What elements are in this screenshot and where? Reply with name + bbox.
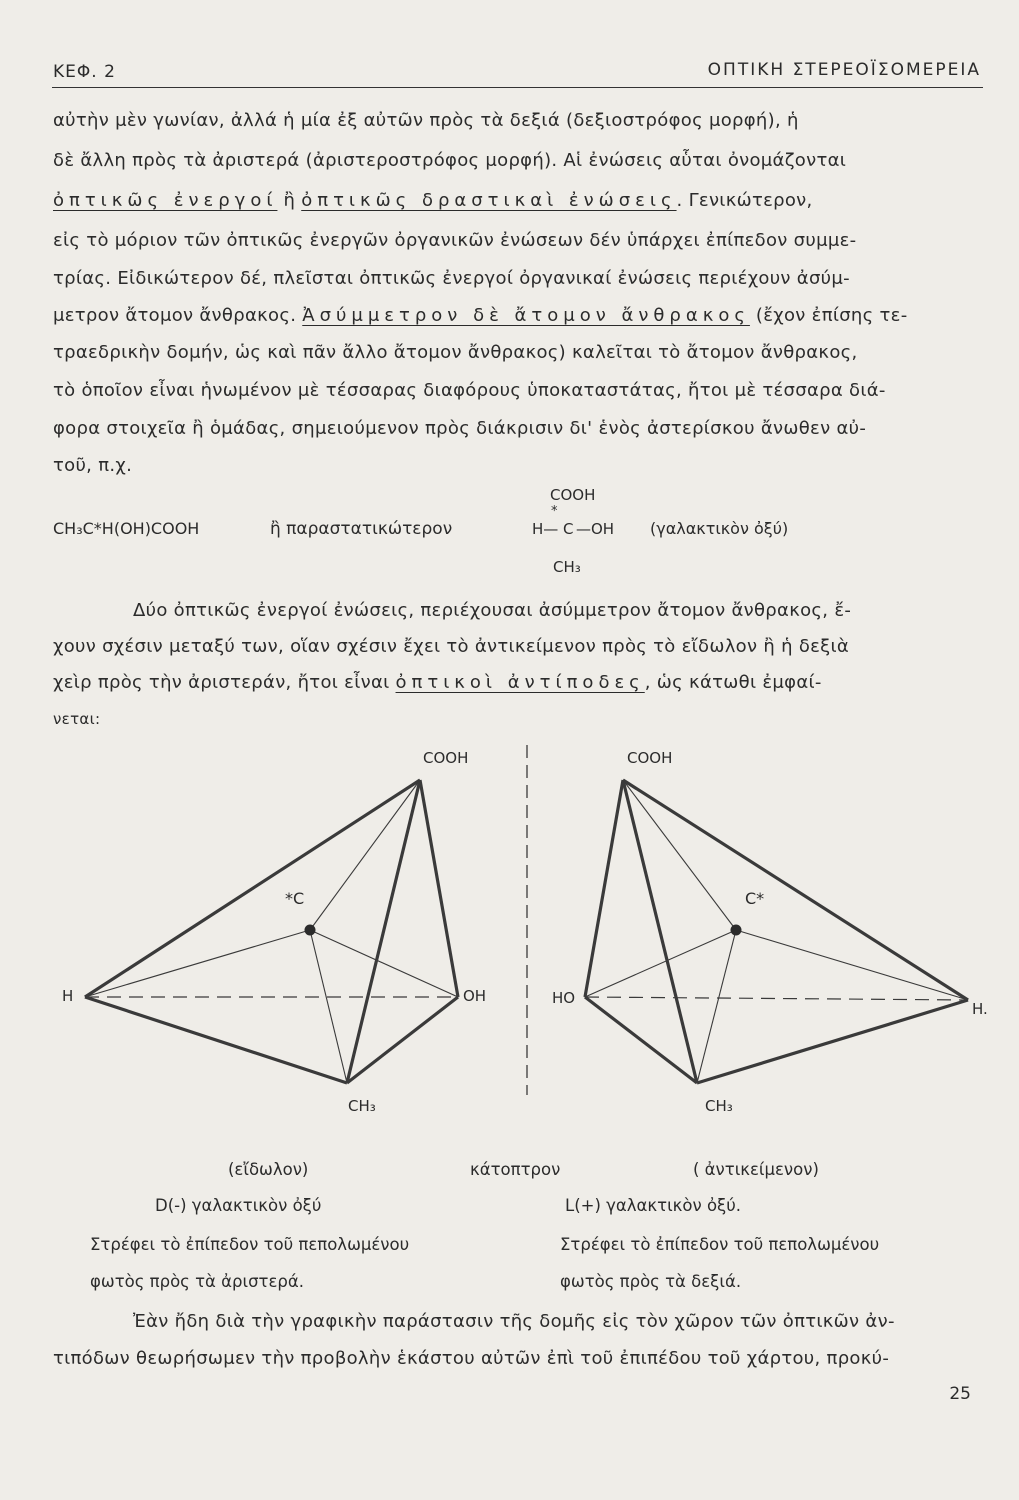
left-center-label: *C xyxy=(285,889,305,908)
text-line: τιπόδων θεωρήσωμεν τὴν προβολὴν ἑκάστου αὐτῶν ἐπὶ τοῦ ἐπιπέδου τοῦ χάρτου, προκύ- xyxy=(53,1348,890,1369)
left-description: φωτὸς πρὸς τὰ ἀριστερά. xyxy=(90,1272,304,1291)
left-h-label: H xyxy=(62,987,74,1005)
right-caption: ( ἀντικείμενον) xyxy=(693,1160,819,1179)
chapter-label: ΚΕΦ. 2 xyxy=(53,62,116,82)
page-number: 25 xyxy=(949,1384,971,1404)
term-optically-reactive: ὀπτικῶς δραστικαὶ ἐνώσεις xyxy=(301,190,677,211)
formula-left-group: H— xyxy=(532,520,559,538)
asterisk-mark: * xyxy=(551,504,558,519)
text-fragment: χεὶρ πρὸς τὴν ἀριστεράν, ἤτοι εἶναι xyxy=(53,672,396,693)
text-line: χουν σχέσιν μεταξύ των, οἵαν σχέσιν ἔχει τὸ ἀντικείμενον πρὸς τὸ εἴδωλον ἢ ἡ δεξιὰ xyxy=(53,636,850,657)
right-center-label: C* xyxy=(745,889,765,908)
text-line: φορα στοιχεῖα ἢ ὁμάδας, σημειούμενον πρὸς διάκρισιν δι' ἑνὸς ἀστερίσκου ἄνωθεν αὐ- xyxy=(53,418,867,439)
right-h-label: H. xyxy=(972,1000,988,1018)
text-fragment: ἢ xyxy=(277,190,302,211)
left-description: Στρέφει τὸ ἐπίπεδον τοῦ πεπολωμένου xyxy=(90,1235,410,1254)
term-asymmetric-carbon: Ἀσύμμετρον δὲ ἄτομον ἄνθρακος xyxy=(302,305,750,326)
right-ho-label: HO xyxy=(552,989,576,1007)
page-title: ΟΠΤΙΚΗ ΣΤΕΡΕΟΪΣΟΜΕΡΕΙΑ xyxy=(707,60,981,80)
text-fragment: (ἔχον ἐπίσης τε- xyxy=(749,305,908,326)
right-description: φωτὸς πρὸς τὰ δεξιά. xyxy=(560,1272,742,1291)
term-optical-antipodes: ὀπτικοὶ ἀντίποδες xyxy=(395,672,645,693)
left-ch3-label: CH₃ xyxy=(348,1097,376,1115)
formula-top-group: COOH xyxy=(550,486,596,504)
left-top-label: COOH xyxy=(423,749,469,767)
formula-bottom-group: CH₃ xyxy=(553,558,581,576)
text-line: αὐτὴν μὲν γωνίαν, ἀλλά ἡ μία ἐξ αὐτῶν πρὸς τὰ δεξιά (δεξιοστρόφος μορφή), ἡ xyxy=(53,110,799,131)
left-oh-label: OH xyxy=(463,987,487,1005)
formula-center-atom: C xyxy=(563,520,574,538)
right-compound-name: L(+) γαλακτικὸν ὀξύ. xyxy=(565,1196,742,1215)
text-line: νεται: xyxy=(53,710,101,728)
left-tetrahedron xyxy=(85,780,458,1083)
text-line: εἰς τὸ μόριον τῶν ὀπτικῶς ἐνεργῶν ὀργανικῶν ἐνώσεων δέν ὑπάρχει ἐπίπεδον συμμε- xyxy=(53,230,857,251)
text-line: Ἐὰν ἤδη διὰ τὴν γραφικὴν παράστασιν τῆς δομῆς εἰς τὸν χῶρον τῶν ὀπτικῶν ἀν- xyxy=(133,1311,895,1332)
formula-connector: ἢ παραστατικώτερον xyxy=(270,519,453,539)
right-top-label: COOH xyxy=(627,749,673,767)
left-caption: (εἴδωλον) xyxy=(228,1160,309,1179)
text-fragment: . Γενικώτερον, xyxy=(676,190,813,211)
text-line: Δύο ὀπτικῶς ἐνεργοί ἐνώσεις, περιέχουσαι ἀσύμμετρον ἄτομον ἄνθρακος, ἔ- xyxy=(133,600,852,621)
text-fragment: μετρον ἄτομον ἄνθρακος. xyxy=(53,305,303,326)
text-line: τοῦ, π.χ. xyxy=(53,455,133,476)
compound-name: (γαλακτικὸν ὀξύ) xyxy=(650,519,789,538)
text-line: τὸ ὁποῖον εἶναι ἡνωμένον μὲ τέσσαρας διαφόρους ὑποκαταστάτας, ἤτοι μὲ τέσσαρα διά- xyxy=(53,380,886,401)
text-line: δὲ ἄλλη πρὸς τὰ ἀριστερά (ἀριστεροστρόφος μορφή). Αἱ ἐνώσεις αὗται ὀνομάζονται xyxy=(53,150,847,171)
text-line: τραεδρικὴν δομήν, ὡς καὶ πᾶν ἄλλο ἄτομον ἄνθρακος) καλεῖται τὸ ἄτομον ἄνθρακος, xyxy=(53,342,858,363)
formula-right-group: —OH xyxy=(576,520,615,538)
text-line: τρίας. Εἰδικώτερον δέ, πλεῖσται ὀπτικῶς ἐνεργοί ὀργανικαί ἐνώσεις περιέχουν ἀσύμ- xyxy=(53,268,850,289)
right-tetrahedron xyxy=(585,780,968,1083)
right-ch3-label: CH₃ xyxy=(705,1097,733,1115)
text-fragment: , ὡς κάτωθι ἐμφαί- xyxy=(644,672,822,693)
term-optically-active: ὀπτικῶς ἐνεργοί xyxy=(53,190,278,211)
left-compound-name: D(-) γαλακτικὸν ὀξύ xyxy=(155,1196,322,1215)
right-description: Στρέφει τὸ ἐπίπεδον τοῦ πεπολωμένου xyxy=(560,1235,880,1254)
condensed-formula: CH₃C*H(OH)COOH xyxy=(53,519,200,538)
mirror-caption: κάτοπτρον xyxy=(470,1160,561,1179)
